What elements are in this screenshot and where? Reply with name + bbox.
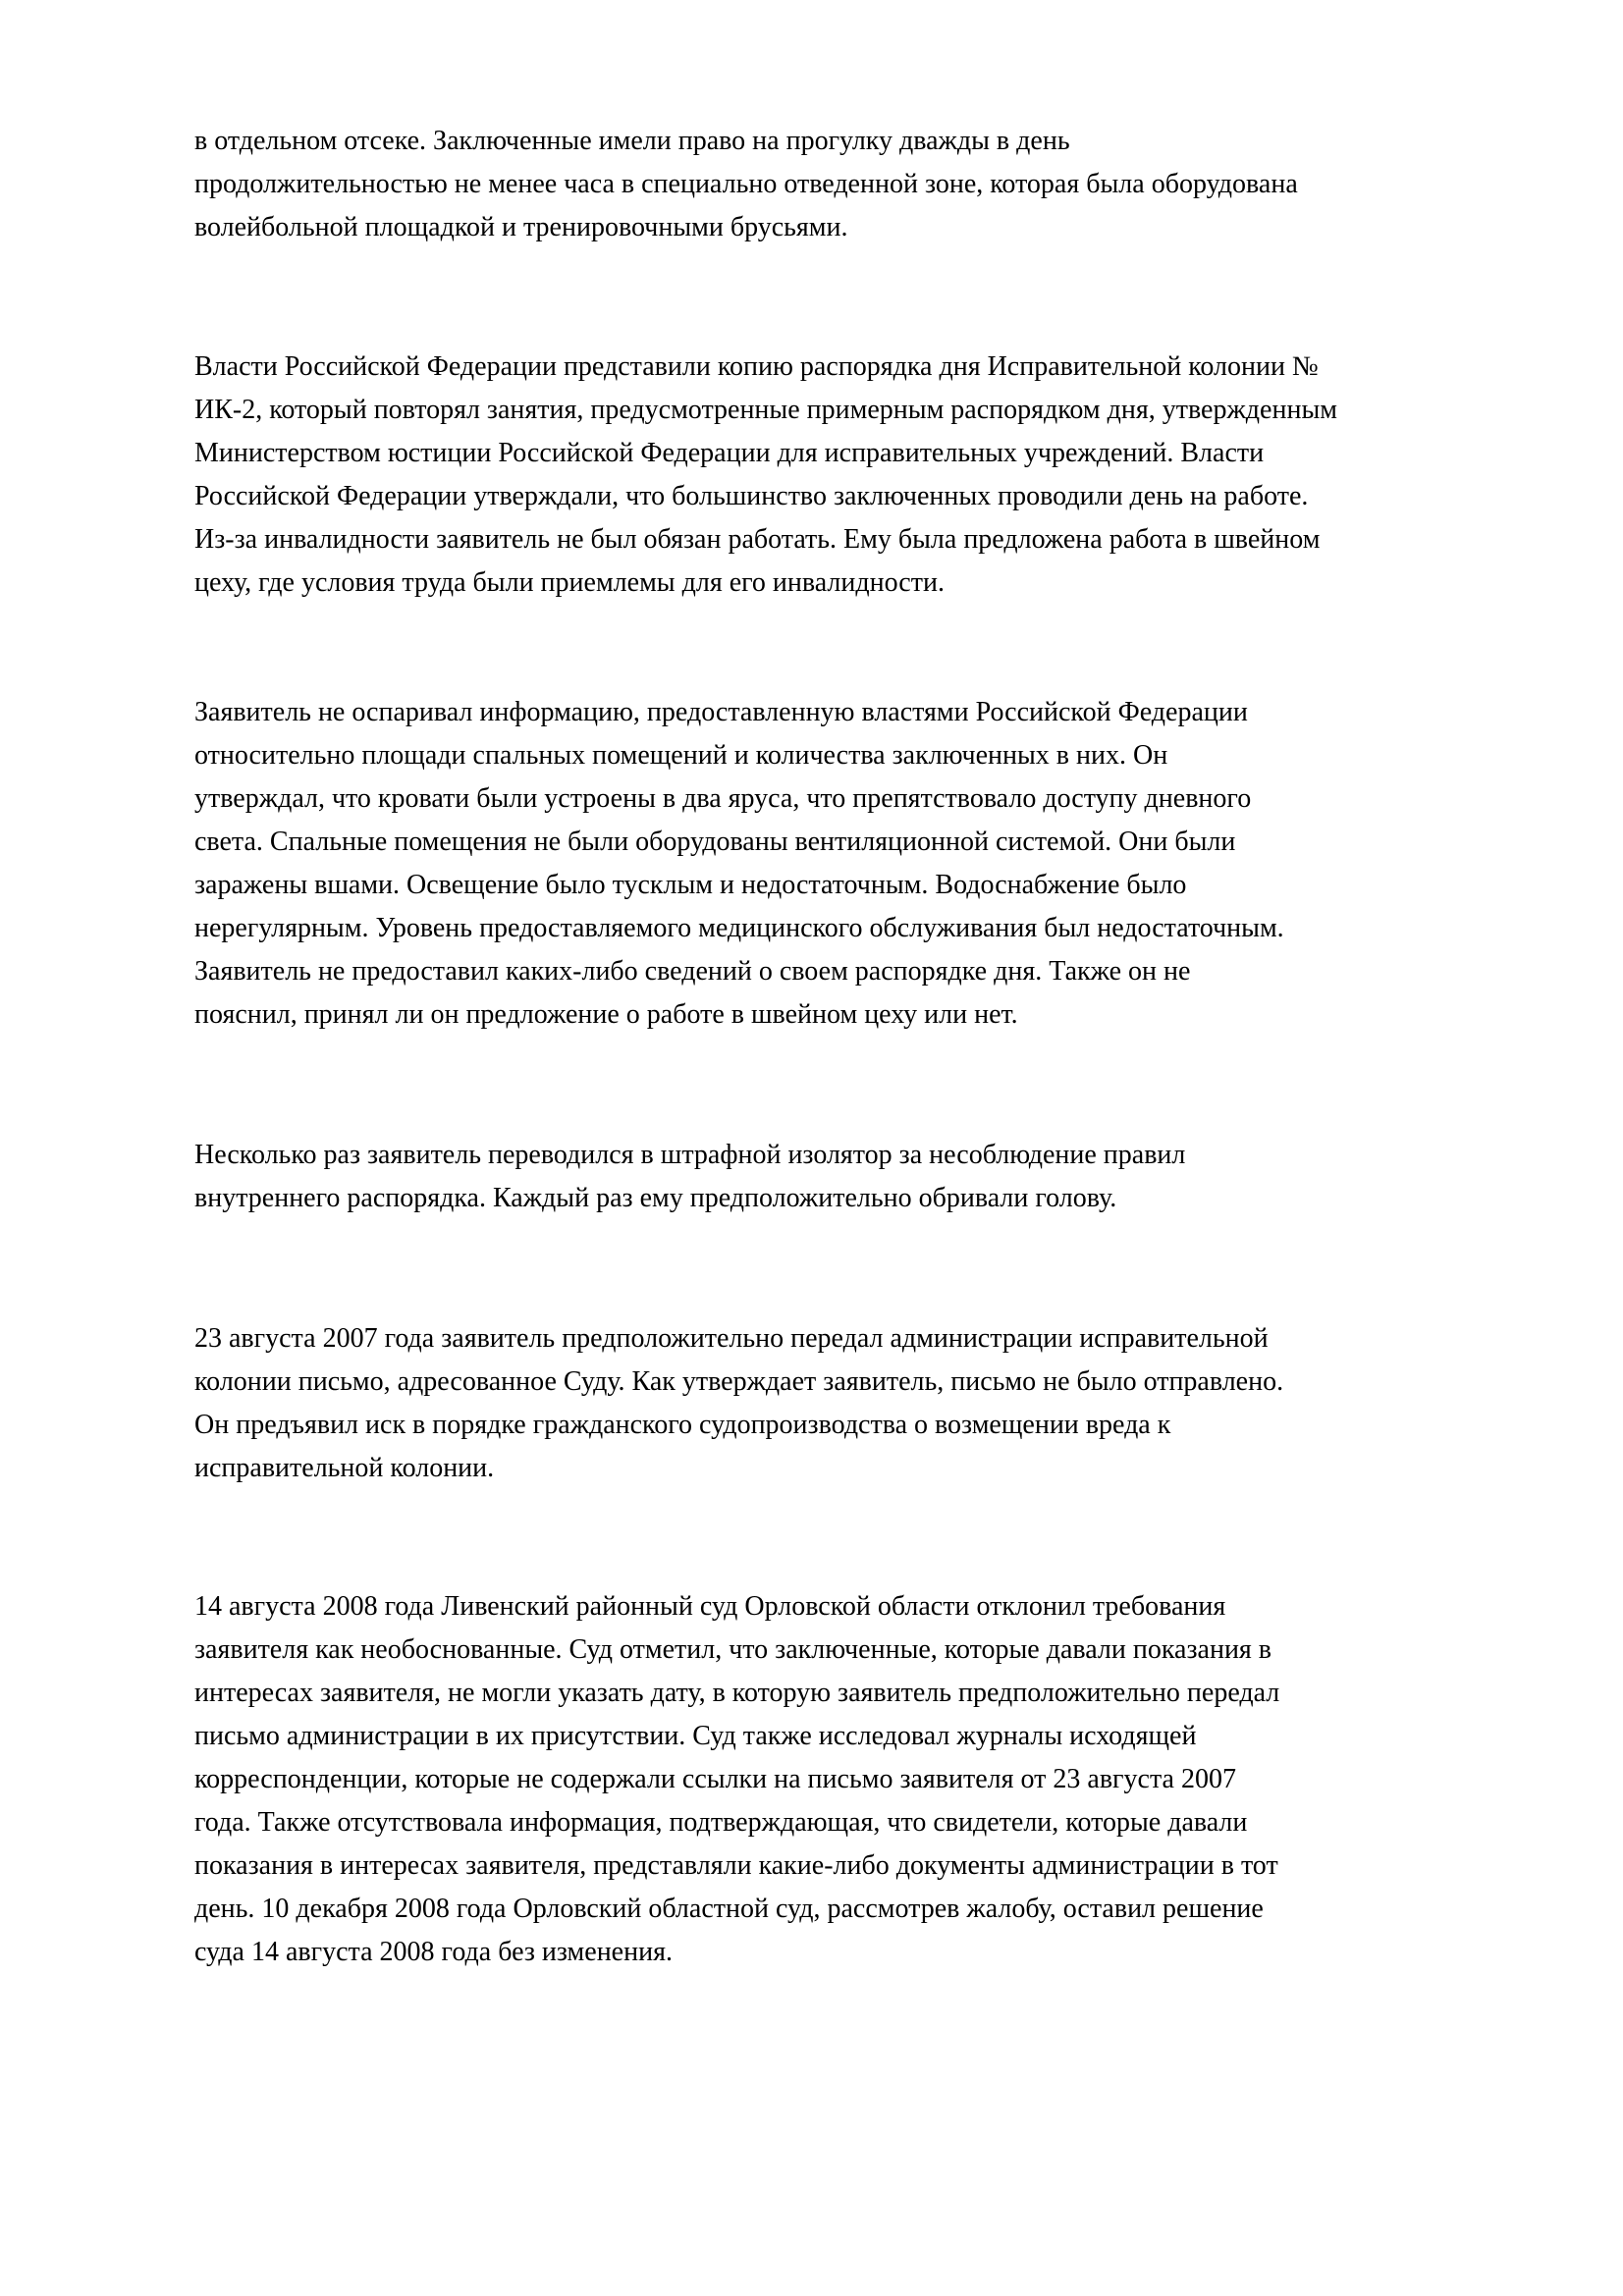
text-line: ИК-2, который повторял занятия, предусмотренные примерным распорядком дня, утвержденным <box>194 395 1337 425</box>
text-line: 14 августа 2008 года Ливенский районный суд Орловской области отклонил требования <box>194 1591 1226 1622</box>
text-line: колонии письмо, адресованное Суду. Как утверждает заявитель, письмо не было отправлено. <box>194 1366 1284 1397</box>
paragraph-court-decision <box>194 1585 1569 1974</box>
text-line: день. 10 декабря 2008 года Орловский областной суд, рассмотрев жалобу, оставил решение <box>194 1894 1264 1924</box>
text-line: в отдельном отсеке. Заключенные имели право на прогулку дважды в день <box>194 126 1070 156</box>
paragraph-exercise-yard <box>194 120 1569 249</box>
paragraph-punishment-cell <box>194 1134 1569 1220</box>
text-line: света. Спальные помещения не были оборудованы вентиляционной системой. Они были <box>194 827 1236 857</box>
text-line: заражены вшами. Освещение было тусклым и недостаточным. Водоснабжение было <box>194 870 1187 900</box>
text-line: волейбольной площадкой и тренировочными брусьями. <box>194 212 848 242</box>
text-line: Заявитель не предоставил каких-либо сведений о своем распорядке дня. Также он не <box>194 956 1191 987</box>
text-line: Министерством юстиции Российской Федерации для исправительных учреждений. Власти <box>194 438 1265 468</box>
text-line: утверждал, что кровати были устроены в два яруса, что препятствовало доступу дневного <box>194 783 1252 814</box>
text-line: Заявитель не оспаривал информацию, предоставленную властями Российской Федерации <box>194 697 1248 727</box>
text-line: относительно площади спальных помещений и количества заключенных в них. Он <box>194 740 1168 771</box>
text-line: показания в интересах заявителя, представляли какие-либо документы администрации в тот <box>194 1850 1278 1881</box>
text-line: письмо администрации в их присутствии. Суд также исследовал журналы исходящей <box>194 1721 1197 1751</box>
text-line: внутреннего распорядка. Каждый раз ему предположительно обривали голову. <box>194 1183 1117 1213</box>
text-line: корреспонденции, которые не содержали ссылки на письмо заявителя от 23 августа 2007 <box>194 1764 1236 1794</box>
text-line: Он предъявил иск в порядке гражданского судопроизводства о возмещении вреда к <box>194 1410 1171 1440</box>
paragraph-letter-to-court <box>194 1317 1569 1490</box>
text-line: суда 14 августа 2008 года без изменения. <box>194 1937 673 1967</box>
text-line: года. Также отсутствовала информация, подтверждающая, что свидетели, которые давали <box>194 1807 1248 1838</box>
text-line: интересах заявителя, не могли указать дату, в которую заявитель предположительно передал <box>194 1678 1280 1708</box>
text-line: нерегулярным. Уровень предоставляемого медицинского обслуживания был недостаточным. <box>194 913 1284 943</box>
text-line: заявителя как необоснованные. Суд отметил, что заключенные, которые давали показания в <box>194 1634 1272 1665</box>
paragraph-applicant-claims <box>194 691 1569 1037</box>
text-line: Несколько раз заявитель переводился в штрафной изолятор за несоблюдение правил <box>194 1140 1186 1170</box>
text-line: Из-за инвалидности заявитель не был обязан работать. Ему была предложена работа в швейном <box>194 524 1321 555</box>
text-line: исправительной колонии. <box>194 1453 495 1483</box>
paragraph-daily-schedule <box>194 346 1569 605</box>
text-line: пояснил, принял ли он предложение о работе в швейном цеху или нет. <box>194 999 1018 1030</box>
text-line: Российской Федерации утверждали, что большинство заключенных проводили день на работе. <box>194 481 1309 511</box>
text-line: продолжительностью не менее часа в специально отведенной зоне, которая была оборудована <box>194 169 1298 199</box>
text-line: 23 августа 2007 года заявитель предположительно передал администрации исправительной <box>194 1323 1269 1354</box>
text-line: Власти Российской Федерации представили копию распорядка дня Исправительной колонии № <box>194 351 1319 382</box>
text-line: цеху, где условия труда были приемлемы для его инвалидности. <box>194 567 945 598</box>
